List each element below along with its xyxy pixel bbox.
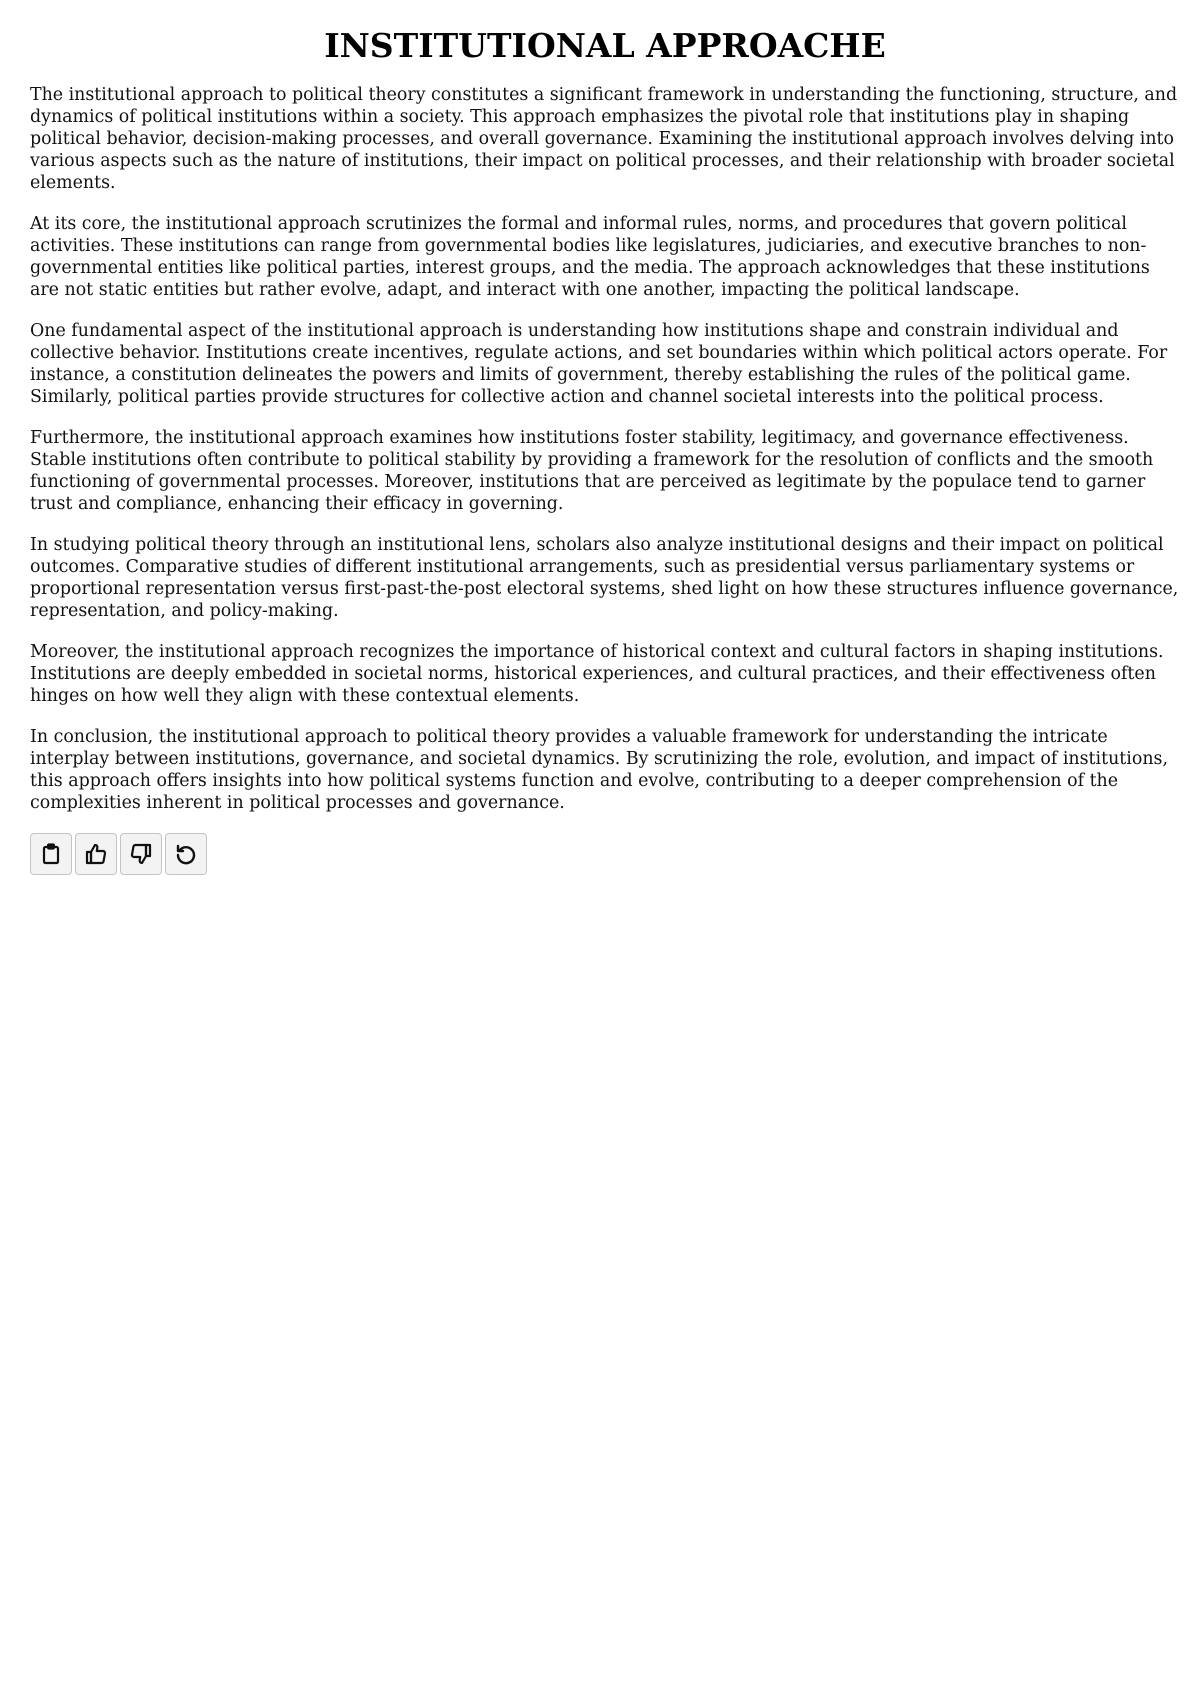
document bbox=[30, 22, 1180, 875]
paragraph: Furthermore, the institutional approach examines how institutions foster stability, legitimacy, and governance effectiveness. Stable institutions often contribute to political stability by providing a framework for the resolution of conflicts and the smooth functioning of governmental processes. Moreover, institutions that are perceived as legitimate by the populace tend to garner trust and compliance, enhancing their efficacy in governing. bbox=[30, 428, 1154, 514]
thumbs-down-button[interactable] bbox=[120, 833, 162, 875]
paragraph: Moreover, the institutional approach recognizes the importance of historical context and cultural factors in shaping institutions. Institutions are deeply embedded in societal norms, historical experiences, and cultural practices, and their effectiveness often hinges on how well they align with these contextual elements. bbox=[30, 642, 1164, 706]
paragraph: In conclusion, the institutional approach to political theory provides a valuable framework for understanding the intricate interplay between institutions, governance, and societal dynamics. By scrutinizing the role, evolution, and impact of institutions, this approach offers insights into how political systems function and evolve, contributing to a deeper comprehension of the complexities inherent in political processes and governance. bbox=[30, 727, 1168, 813]
page-title: INSTITUTIONAL APPROACHE bbox=[324, 26, 886, 65]
paragraph: In studying political theory through an institutional lens, scholars also analyze institutional designs and their impact on political outcomes. Comparative studies of different institutional arrangements, such as presidential versus parliamentary systems or proportional representation versus first-past-the-post electoral systems, shed light on how these structures influence governance, representation, and policy-making. bbox=[30, 535, 1179, 621]
thumbs-up-icon bbox=[84, 842, 108, 866]
paragraph: At its core, the institutional approach scrutinizes the formal and informal rules, norms, and procedures that govern political activities. These institutions can range from governmental bodies like legislatures, judiciaries, and executive branches to non-governmental entities like political parties, interest groups, and the media. The approach acknowledges that these institutions are not static entities but rather evolve, adapt, and interact with one another, impacting the political landscape. bbox=[30, 214, 1150, 300]
thumbs-down-icon bbox=[129, 842, 153, 866]
copy-button[interactable] bbox=[30, 833, 72, 875]
regenerate-button[interactable] bbox=[165, 833, 207, 875]
paragraph: One fundamental aspect of the institutional approach is understanding how institutions shape and constrain individual and collective behavior. Institutions create incentives, regulate actions, and set boundaries within which political actors operate. For instance, a constitution delineates the powers and limits of government, thereby establishing the rules of the political game. Similarly, political parties provide structures for collective action and channel societal interests into the political process. bbox=[30, 321, 1168, 407]
regenerate-icon bbox=[174, 842, 198, 866]
response-actions bbox=[30, 833, 1180, 875]
thumbs-up-button[interactable] bbox=[75, 833, 117, 875]
paragraph: The institutional approach to political theory constitutes a significant framework in understanding the functioning, structure, and dynamics of political institutions within a society. This approach emphasizes the pivotal role that institutions play in shaping political behavior, decision-making processes, and overall governance. Examining the institutional approach involves delving into various aspects such as the nature of institutions, their impact on political processes, and their relationship with broader societal elements. bbox=[30, 85, 1178, 193]
clipboard-icon bbox=[39, 842, 63, 866]
